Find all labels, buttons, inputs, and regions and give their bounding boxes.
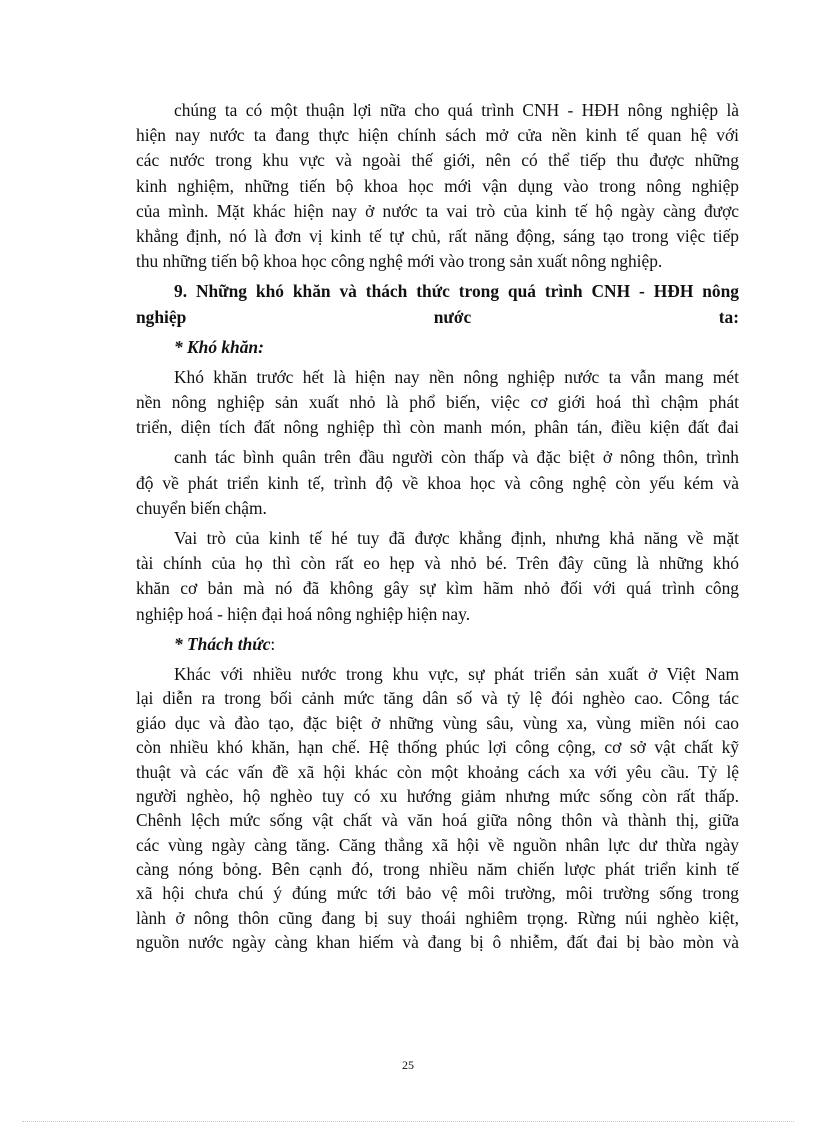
page-number: 25 — [402, 1058, 414, 1072]
text-line: kinh nghiệm, những tiến bộ khoa học mới vận dụng vào trong nông nghiệp — [136, 175, 739, 196]
page-border-dotted — [22, 1121, 794, 1122]
text-line: giáo dục và đào tạo, đặc biệt ở những vùng sâu, vùng xa, vùng miền nói cao — [136, 712, 739, 733]
text-line: thu những tiến bộ khoa học công nghệ mới vào trong sản xuất nông nghiệp. — [136, 251, 663, 272]
text-line: Vai trò của kinh tế hé tuy đã được khẳng định, nhưng khả năng về mặt — [174, 528, 739, 548]
text-line: nguồn nước ngày càng khan hiếm và đang bị ô nhiễm, đất đai bị bào mòn và — [136, 932, 739, 953]
text-line: chuyển biến chậm. — [136, 497, 267, 518]
paragraph — [136, 365, 739, 441]
section-heading — [136, 279, 739, 329]
paragraph — [136, 445, 739, 521]
text-line: còn nhiều khó khăn, hạn chế. Hệ thống phúc lợi công cộng, cơ sở vật chất kỹ — [136, 737, 739, 758]
text-line: triển, diện tích đất nông nghiệp thì còn manh món, phân tán, điều kiện đất đai — [136, 417, 739, 438]
text-line: các nước trong khu vực và ngoài thế giới, nên có thể tiếp thu được những — [136, 150, 739, 171]
text-line: lại diễn ra trong bối cảnh mức tăng dân số và tỷ lệ đói nghèo cao. Công tác — [136, 688, 739, 709]
subheading-challenges-colon: : — [270, 633, 276, 654]
paragraph — [136, 98, 739, 274]
text-line: Khó khăn trước hết là hiện nay nền nông nghiệp nước ta vẫn mang mét — [174, 366, 739, 387]
subheading-challenges-label: * Thách thức — [174, 633, 271, 654]
text-line: thuật và các vấn đề xã hội khác còn một khoảng cách xa với yêu cầu. Tỷ lệ — [136, 761, 739, 782]
document-body — [136, 98, 739, 955]
text-line: người nghèo, hộ nghèo tuy có xu hướng giảm nhưng mức sống còn rất thấp. — [136, 785, 739, 806]
subheading-difficulties: * Khó khăn: — [174, 336, 264, 357]
text-line: Khác với nhiều nước trong khu vực, sự phát triển sản xuất ở Việt Nam — [174, 663, 739, 684]
text-line: các vùng ngày càng tăng. Căng thẳng xã hội về nguồn nhân lực dư thừa ngày — [136, 834, 739, 855]
text-line: khăn cơ bản mà nó đã không gây sự kìm hãm nhỏ đối với quá trình công — [136, 578, 739, 599]
text-line: Chênh lệch mức sống vật chất và văn hoá giữa nông thôn và thành thị, giữa — [136, 810, 739, 831]
heading-line: 9. Những khó khăn và thách thức trong quá trình CNH - HĐH nông — [174, 281, 739, 302]
text-line: của mình. Mặt khác hiện nay ở nước ta vai trò của kinh tế hộ ngày càng được — [136, 200, 739, 221]
heading-line: nghiệp nước ta: — [136, 306, 739, 327]
text-line: canh tác bình quân trên đầu người còn thấp và đặc biệt ở nông thôn, trình — [174, 447, 739, 468]
text-line: xã hội chưa chú ý đúng mức tới bảo vệ môi trường, môi trường sống trong — [136, 883, 739, 904]
text-line: hiện nay nước ta đang thực hiện chính sách mở cửa nền kinh tế quan hệ với — [136, 125, 739, 146]
text-line: càng nóng bỏng. Bên cạnh đó, trong nhiều năm chiến lược phát triển kinh tế — [136, 859, 739, 880]
text-line: khẳng định, nó là đơn vị kinh tế tự chủ, rất năng động, sáng tạo trong việc tiếp — [136, 225, 739, 246]
paragraph — [136, 526, 739, 627]
text-line: tài chính của họ thì còn rất eo hẹp và nhỏ bé. Trên đây cũng là những khó — [136, 553, 739, 574]
text-line: nền nông nghiệp sản xuất nhỏ là phổ biến, việc cơ giới hoá thì chậm phát — [136, 392, 739, 413]
text-line: lành ở nông thôn cũng đang bị suy thoái nghiêm trọng. Rừng núi nghèo kiệt, — [136, 907, 739, 928]
text-line: chúng ta có một thuận lợi nữa cho quá trình CNH - HĐH nông nghiệp là — [174, 100, 739, 120]
text-line: độ về phát triển kinh tế, trình độ về khoa học và công nghệ còn yếu kém và — [136, 472, 739, 493]
subheading-challenges — [136, 632, 739, 657]
text-line: nghiệp hoá - hiện đại hoá nông nghiệp hiện nay. — [136, 603, 471, 624]
paragraph — [136, 662, 739, 955]
